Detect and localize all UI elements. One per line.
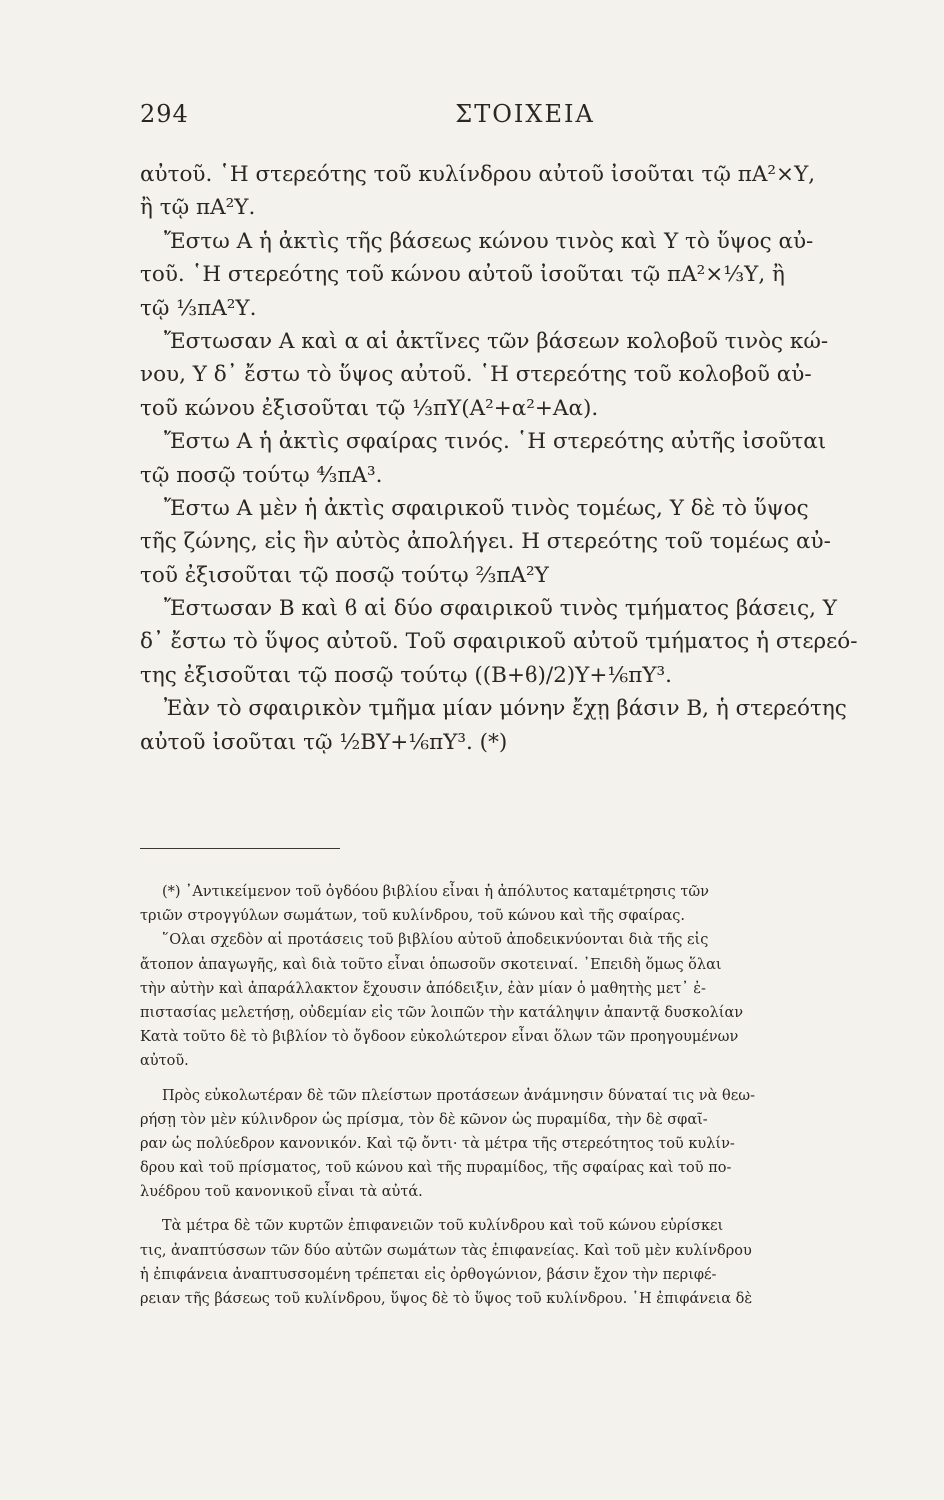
page-number: 294 [140,100,189,128]
footnote-line: ρήσῃ τὸν μὲν κύλινδρον ὡς πρίσμα, τὸν δὲ κῶνον ὡς πυραμίδα, τὴν δὲ σφαῖ- [140,1111,708,1128]
footnote-line: δρου καὶ τοῦ πρίσματος, τοῦ κώνου καὶ τῆς πυραμίδος, τῆς σφαίρας καὶ τοῦ πο- [140,1160,732,1177]
text-line: Ἔστωσαν Β καὶ ϐ αἱ δύο σφαιρικοῦ τινὸς τμήματος βάσεις, Υ [164,596,837,622]
footnote-rule [140,848,340,849]
footnote-line: (*) ᾽Αντικείμενον τοῦ ὀγδόου βιβλίου εἶναι ἡ ἀπόλυτος καταμέτρησις τῶν [162,884,709,900]
text-line: τῷ ποσῷ τούτῳ ⁴⁄₃πΑ³. [140,462,383,488]
running-title: ΣΤΟΙΧΕΙΑ [455,100,595,128]
text-line: δ᾽ ἔστω τὸ ὕψος αὐτοῦ. Τοῦ σφαιρικοῦ αὐτοῦ τμήματος ἡ στερεό- [140,629,858,655]
text-line: αὐτοῦ ἰσοῦται τῷ ½ΒΥ+⅙πΥ³. (*) [140,729,508,755]
footnote-line: τις, ἀναπτύσσων τῶν δύο αὐτῶν σωμάτων τὰς ἐπιφανείας. Καὶ τοῦ μὲν κυλίνδρου [140,1242,752,1259]
text-line: Ἐὰν τὸ σφαιρικὸν τμῆμα μίαν μόνην ἔχῃ βάσιν Β, ἡ στερεότης [164,696,847,722]
text-line: τῆς ζώνης, εἰς ἣν αὐτὸς ἀπολήγει. Η στερεότης τοῦ τομέως αὐ- [140,529,831,555]
text-line: τοῦ ἐξισοῦται τῷ ποσῷ τούτῳ ⅔πΑ²Υ [140,562,549,588]
text-line: τῷ ⅓πΑ²Υ. [140,295,257,321]
text-line: αὐτοῦ. ῾Η στερεότης τοῦ κυλίνδρου αὐτοῦ ἰσοῦται τῷ πΑ²×Υ, [140,162,816,187]
footnote-line: αὐτοῦ. [140,1053,189,1070]
footnote-line: Κατὰ τοῦτο δὲ τὸ βιβλίον τὸ ὄγδοον εὐκολώτερον εἶναι ὅλων τῶν προηγουμένων [140,1029,739,1046]
footnote-line: Τὰ μέτρα δὲ τῶν κυρτῶν ἐπιφανειῶν τοῦ κυλίνδρου καὶ τοῦ κώνου εὑρίσκει [162,1218,724,1235]
text-line: Ἔστωσαν Α καὶ α αἱ ἀκτῖνες τῶν βάσεων κολοβοῦ τινὸς κώ- [164,328,829,354]
page-header [140,100,910,140]
footnote-line: τὴν αὐτὴν καὶ ἀπαράλλακτον ἔχουσιν ἀπόδειξιν, ἐὰν μίαν ὁ μαθητὴς μετ᾽ ἐ- [140,980,706,997]
footnote-line: ἡ ἐπιφάνεια ἀναπτυσσομένη τρέπεται εἰς ὀρθογώνιον, βάσιν ἔχον τὴν περιφέ- [140,1266,717,1283]
footnote-line: Πρὸς εὐκολωτέραν δὲ τῶν πλείστων προτάσεων ἀνάμνησιν δύναταί τις νὰ θεω- [162,1087,755,1104]
text-line: τοῦ κώνου ἐξισοῦται τῷ ⅓πΥ(Α²+α²+Αα). [140,395,599,421]
text-line: Ἔστω Α ἡ ἀκτὶς σφαίρας τινός. ῾Η στερεότης αὐτῆς ἰσοῦται [164,429,827,455]
footnote-line: ἄτοπον ἀπαγωγῆς, καὶ διὰ τοῦτο εἶναι ὁπωσοῦν σκοτειναί. ᾽Επειδὴ ὅμως ὅλαι [140,956,722,973]
text-line: Ἔστω Α μὲν ἡ ἀκτὶς σφαιρικοῦ τινὸς τομέως, Υ δὲ τὸ ὕψος [164,495,809,521]
text-line: Ἔστω Α ἡ ἀκτὶς τῆς βάσεως κώνου τινὸς καὶ Υ τὸ ὕψος αὐ- [164,228,814,254]
footnote-line: ρειαν τῆς βάσεως τοῦ κυλίνδρου, ὕψος δὲ τὸ ὕψος τοῦ κυλίνδρου. ῾Η ἐπιφάνεια δὲ [140,1291,753,1307]
footnote-line: ῞Ολαι σχεδὸν αἱ προτάσεις τοῦ βιβλίου αὐτοῦ ἀποδεικνύονται διὰ τῆς εἰς [162,932,709,949]
footnote-line: ραν ὡς πολύεδρον κανονικόν. Καὶ τῷ ὄντι· τὰ μέτρα τῆς στερεότητος τοῦ κυλίν- [140,1135,735,1152]
main-text [140,158,910,759]
footnote [140,880,910,1311]
text-line: ἢ τῷ πΑ²Υ. [140,195,256,221]
text-line: τοῦ. ῾Η στερεότης τοῦ κώνου αὐτοῦ ἰσοῦται τῷ πΑ²×⅓Υ, ἢ [140,262,785,288]
text-line: νου, Υ δ᾽ ἔστω τὸ ὕψος αὐτοῦ. ῾Η στερεότης τοῦ κολοβοῦ αὐ- [140,362,812,388]
footnote-line: πιστασίας μελετήσῃ, οὐδεμίαν εἰς τῶν λοιπῶν τὴν κατάληψιν ἀπαντᾷ δυσκολίαν [140,1004,744,1021]
footnote-line: λυέδρου τοῦ κανονικοῦ εἶναι τὰ αὐτά. [140,1184,423,1201]
text-line: της ἐξισοῦται τῷ ποσῷ τούτῳ ((Β+ϐ)/2)Υ+⅙πΥ³. [140,662,673,688]
footnote-line: τριῶν στρογγύλων σωμάτων, τοῦ κυλίνδρου, τοῦ κώνου καὶ τῆς σφαίρας. [140,908,686,925]
